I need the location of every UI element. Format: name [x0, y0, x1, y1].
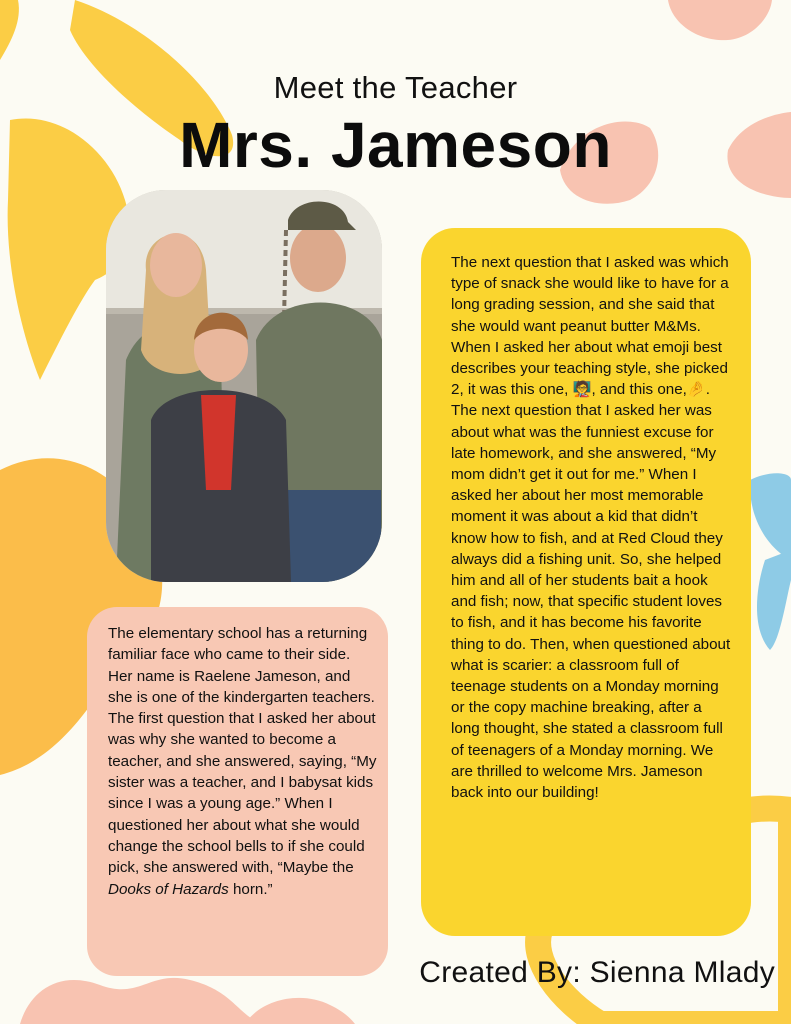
interview-text-card	[421, 228, 751, 936]
italic-title: Dooks of Hazards	[108, 880, 229, 898]
page-subtitle: Meet the Teacher	[273, 70, 518, 105]
blue-flower-shape	[750, 473, 791, 650]
author-credit: Created By: Sienna Mlady	[419, 956, 775, 989]
photo-illustration	[106, 190, 382, 582]
family-photo	[106, 190, 382, 582]
intro-paragraph: The elementary school has a returning familiar face who came to their side. Her name is Raelene Jameson, and she is one of the kindergarten teachers. The first question that I asked her about was why she wanted to become a teacher, and she answered, saying, “My sister was a teacher, and I babysat kids since I was a young age.” When I questioned her about what she would change the school bells to if she could pick, she answered with, “Maybe the Dooks of Hazards horn.”	[108, 625, 377, 898]
yellow-blob-left-edge	[0, 0, 19, 60]
peach-squiggle-bottom-2	[245, 998, 355, 1024]
interview-paragraph: The next question that I asked was which type of snack she would like to have for a long grading session, and she said that she would want peanut butter M&Ms. When I asked her about what emoji best describes your teaching style, she picked 2, it was this one, 🧑‍🏫, and this one,🤌. The next question that I asked her was about what was the funniest excuse for late homework, and she answered, “My mom didn’t get it out for me.” When I asked her about her most memorable moment it was about a kid that didn’t know how to fish, and at Red Cloud they always did a fishing unit. So, she helped him and all of her students bait a hook and fish; now, that specific student loves to fish, and it has become his favorite thing to do. Then, when questioned about what is scarier: a classroom full of teenage students on a Monday morning or the copy machine breaking, after a long thought, she stated a classroom full of teenagers of a Monday morning. We are thrilled to welcome Mrs. Jameson back into our building!	[451, 254, 731, 802]
peach-blob-top-right	[668, 0, 772, 40]
peach-squiggle-bottom	[20, 978, 260, 1024]
intro-text-card	[87, 607, 388, 976]
page-title: Mrs. Jameson	[179, 109, 612, 181]
